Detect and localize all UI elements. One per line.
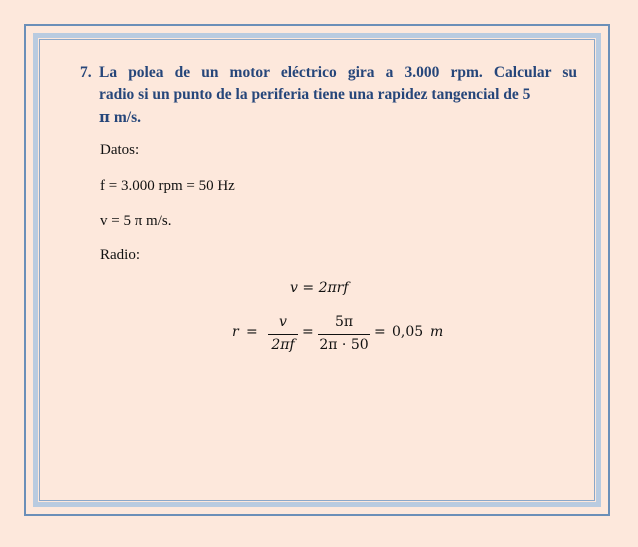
formula1-lhs: v (290, 280, 298, 296)
fraction-5pi-over-2pi50 (318, 314, 370, 358)
formula2-eq1: = (246, 324, 258, 340)
frac2-bar (318, 334, 370, 335)
frac2-denominator: 2π · 50 (319, 337, 369, 353)
problem-line-3 (99, 106, 577, 129)
datos-label: Datos: (100, 142, 140, 158)
formula2-eq3: = (374, 324, 386, 340)
frac1-denominator: 2πf (271, 337, 295, 353)
frac2-numerator: 5π (334, 314, 354, 330)
formula1-eq: = (302, 280, 315, 296)
frequency-line: f = 3.000 rpm = 50 Hz (100, 178, 235, 194)
problem-text (99, 62, 577, 129)
pi-symbol: π (99, 108, 110, 126)
formula1-rhs: 2πrf (318, 280, 349, 296)
formula2-result-value: 0,05 (392, 324, 424, 340)
frac1-bar (268, 334, 298, 335)
frac1-numerator: v (279, 314, 287, 330)
problem-line-3-rest: m/s. (109, 109, 141, 126)
velocity-line: v = 5 π m/s. (100, 213, 172, 229)
formula2-lhs: r (232, 324, 239, 340)
problem-line-1: La polea de un motor eléctrico gira a 3.000 rpm. Calcular su (99, 64, 577, 81)
formula-velocity (290, 280, 349, 296)
radio-label: Radio: (100, 247, 140, 263)
fraction-v-over-2pif (268, 314, 298, 358)
problem-number: 7. (80, 64, 92, 81)
formula-radius (232, 314, 462, 358)
formula2-eq2: = (302, 324, 314, 340)
formula2-result-unit: m (430, 324, 444, 340)
problem-line-2: radio si un punto de la periferia tiene una rapidez tangencial de 5 (99, 86, 531, 103)
